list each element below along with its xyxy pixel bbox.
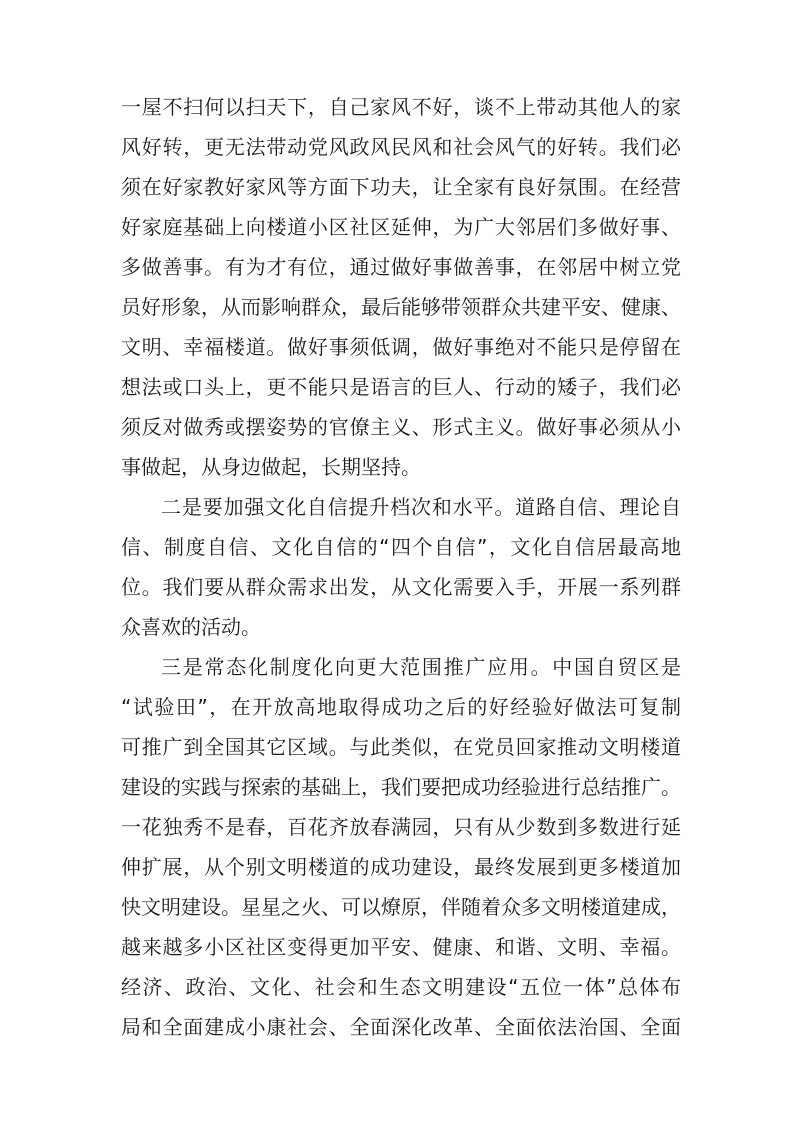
text-line: 众喜欢的活动。 bbox=[121, 615, 261, 639]
text-line: 文明、幸福楼道。做好事须低调，做好事绝对不能只是停留在 bbox=[121, 335, 681, 359]
text-line: 员好形象，从而影响群众，最后能够带领群众共建平安、健康、 bbox=[121, 295, 681, 319]
text-line: 三是常态化制度化向更大范围推广应用。中国自贸区是 bbox=[161, 655, 681, 679]
text-line: 二是要加强文化自信提升档次和水平。道路自信、理论自 bbox=[161, 495, 681, 519]
text-line: 须在好家教好家风等方面下功夫，让全家有良好氛围。在经营 bbox=[121, 175, 681, 199]
text-line: 快文明建设。星星之火、可以燎原，伴随着众多文明楼道建成， bbox=[121, 895, 681, 919]
text-line: 风好转，更无法带动党风政风民风和社会风气的好转。我们必 bbox=[121, 135, 681, 159]
text-line: 建设的实践与探索的基础上，我们要把成功经验进行总结推广。 bbox=[121, 775, 681, 799]
text-line: 想法或口头上，更不能只是语言的巨人、行动的矮子，我们必 bbox=[121, 375, 681, 399]
text-line: 多做善事。有为才有位，通过做好事做善事，在邻居中树立党 bbox=[121, 255, 681, 279]
text-line: 可推广到全国其它区域。与此类似，在党员回家推动文明楼道 bbox=[121, 735, 681, 759]
text-line: 好家庭基础上向楼道小区社区延伸，为广大邻居们多做好事、 bbox=[121, 215, 681, 239]
text-line: 局和全面建成小康社会、全面深化改革、全面依法治国、全面 bbox=[121, 1015, 681, 1039]
text-line: 须反对做秀或摆姿势的官僚主义、形式主义。做好事必须从小 bbox=[121, 415, 681, 439]
text-line: 越来越多小区社区变得更加平安、健康、和谐、文明、幸福。 bbox=[121, 935, 681, 959]
text-line: 经济、政治、文化、社会和生态文明建设“五位一体”总体布 bbox=[121, 975, 681, 999]
text-line: 位。我们要从群众需求出发，从文化需要入手，开展一系列群 bbox=[121, 575, 681, 599]
text-line: 伸扩展，从个别文明楼道的成功建设，最终发展到更多楼道加 bbox=[121, 855, 681, 879]
text-line: 一屋不扫何以扫天下，自己家风不好，谈不上带动其他人的家 bbox=[121, 95, 681, 119]
text-line: 信、制度自信、文化自信的“四个自信”，文化自信居最高地 bbox=[121, 535, 681, 559]
text-line: 事做起，从身边做起，长期坚持。 bbox=[121, 455, 421, 479]
text-line: 一花独秀不是春，百花齐放春满园，只有从少数到多数进行延 bbox=[121, 815, 681, 839]
text-line: “试验田”，在开放高地取得成功之后的好经验好做法可复制 bbox=[121, 695, 681, 719]
